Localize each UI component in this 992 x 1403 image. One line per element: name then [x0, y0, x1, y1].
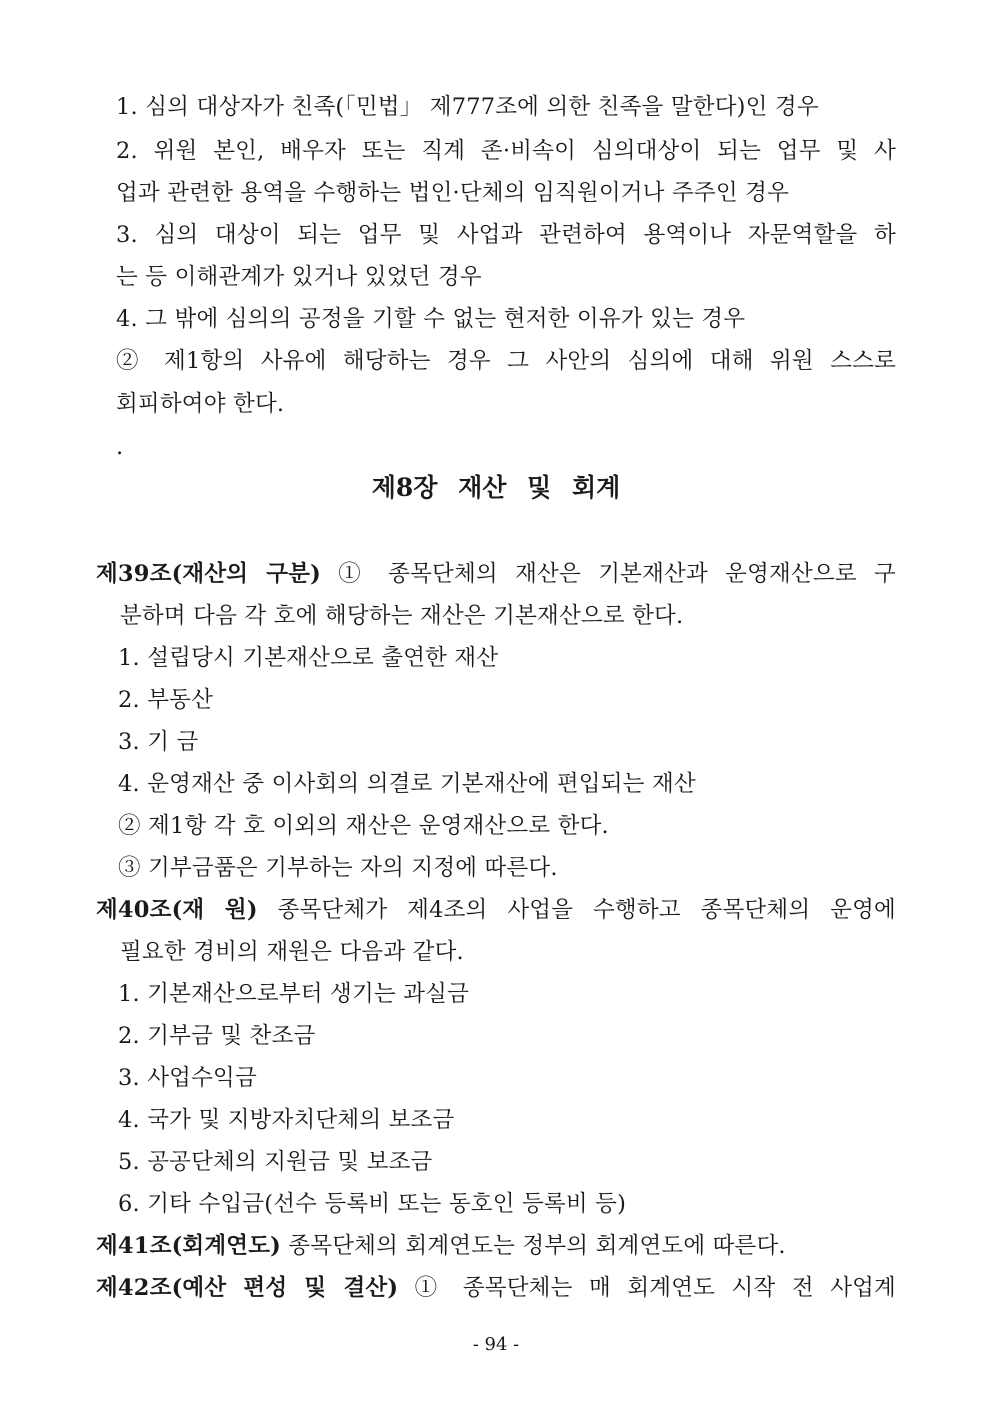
clause-item-1: 1. 심의 대상자가 친족(「민법」 제777조에 의한 친족을 말한다)인 경우	[116, 94, 819, 120]
list-item: 5. 공공단체의 지원금 및 보조금	[118, 1149, 433, 1175]
list-item: 4. 국가 및 지방자치단체의 보조금	[118, 1107, 455, 1133]
article-40-line-1	[96, 895, 896, 925]
article-39-heading: 제39조(재산의 구분)	[96, 561, 321, 587]
article-40-heading: 제40조(재 원)	[96, 897, 258, 923]
clause-item-3: 3. 심의 대상이 되는 업무 및 사업과 관련하여 용역이나 자문역할을 하	[116, 222, 896, 248]
clause-item-2: 2. 위원 본인, 배우자 또는 직계 존·비속이 심의대상이 되는 업무 및 사	[116, 138, 896, 164]
clause-item-4: 4. 그 밖에 심의의 공정을 기할 수 없는 현저한 이유가 있는 경우	[116, 306, 746, 332]
article-41-heading: 제41조(회계연도)	[96, 1233, 282, 1259]
clause-item-3-cont: 는 등 이해관계가 있거나 있었던 경우	[116, 264, 482, 290]
list-item: 4. 운영재산 중 이사회의 의결로 기본재산에 편입되는 재산	[118, 771, 696, 797]
list-item: 1. 설립당시 기본재산으로 출연한 재산	[118, 645, 499, 671]
article-39-paragraph-2: ② 제1항 각 호 이외의 재산은 운영재산으로 한다.	[118, 813, 609, 839]
article-40-line-2: 필요한 경비의 재원은 다음과 같다.	[120, 939, 464, 965]
list-item: 2. 부동산	[118, 687, 214, 713]
list-item: 3. 기 금	[118, 729, 199, 755]
clause-paragraph-2-cont: 회피하여야 한다.	[116, 391, 285, 417]
list-item: 1. 기본재산으로부터 생기는 과실금	[118, 981, 470, 1007]
article-42-line	[96, 1273, 896, 1303]
article-39-paragraph-3: ③ 기부금품은 기부하는 자의 지정에 따른다.	[118, 855, 558, 881]
article-41-text: 종목단체의 회계연도는 정부의 회계연도에 따른다.	[288, 1233, 786, 1259]
chapter-title: 제8장 재산 및 회계	[371, 473, 621, 502]
article-39-line-1	[96, 559, 896, 589]
page-number: - 94 -	[472, 1334, 520, 1355]
article-42-text: ① 종목단체는 매 회계연도 시작 전 사업계	[414, 1275, 896, 1301]
stray-dot: .	[116, 434, 124, 460]
article-40-text: 종목단체가 제4조의 사업을 수행하고 종목단체의 운영에	[277, 897, 896, 923]
list-item: 6. 기타 수입금(선수 등록비 또는 동호인 등록비 등)	[118, 1191, 627, 1217]
article-39-text: ① 종목단체의 재산은 기본재산과 운영재산으로 구	[338, 561, 896, 587]
article-41-line	[96, 1231, 786, 1261]
article-42-heading: 제42조(예산 편성 및 결산)	[96, 1275, 399, 1301]
article-39-line-2: 분하며 다음 각 호에 해당하는 재산은 기본재산으로 한다.	[120, 603, 684, 629]
clause-paragraph-2: ② 제1항의 사유에 해당하는 경우 그 사안의 심의에 대해 위원 스스로	[116, 348, 897, 374]
list-item: 3. 사업수익금	[118, 1065, 257, 1091]
clause-item-2-cont: 업과 관련한 용역을 수행하는 법인·단체의 임직원이거나 주주인 경우	[116, 180, 789, 206]
list-item: 2. 기부금 및 찬조금	[118, 1023, 316, 1049]
